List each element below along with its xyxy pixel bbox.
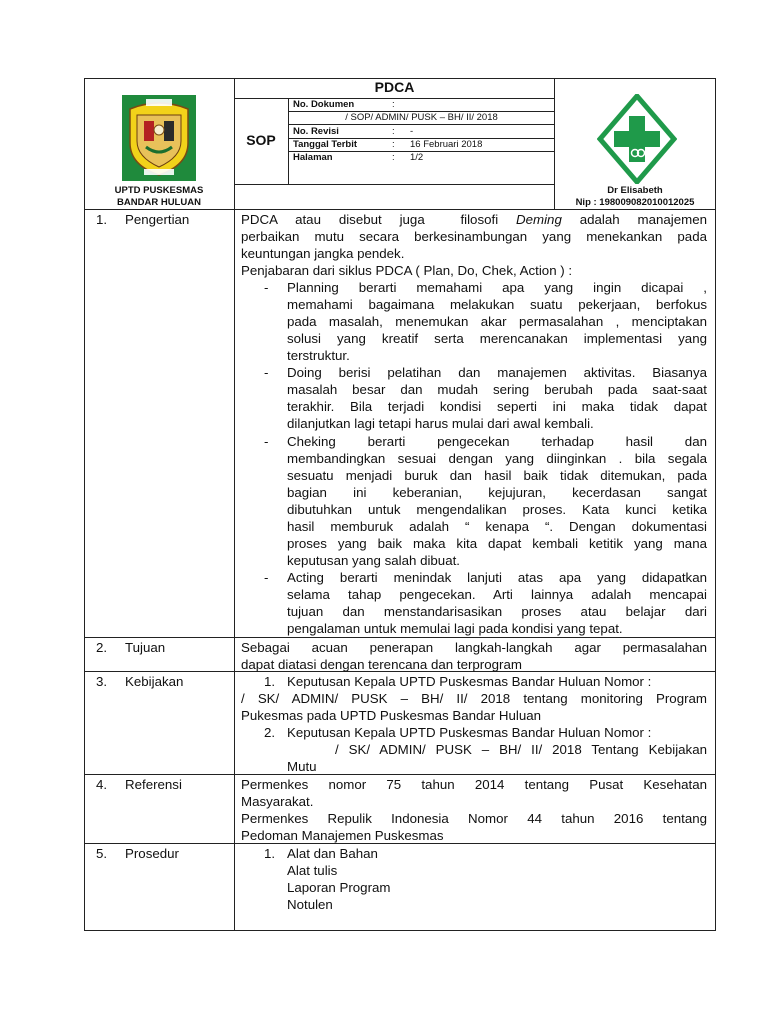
- field-sep: :: [392, 139, 395, 150]
- bullet-line: proses yang baik maka kita dapat kembali ketitik yang mana: [287, 536, 707, 551]
- body-line: Penjabaran dari siklus PDCA ( Plan, Do, Chek, Action ) :: [241, 263, 573, 278]
- list-subitem: Alat tulis: [287, 863, 338, 878]
- field-label-halaman: Halaman: [293, 152, 333, 163]
- list-subitem: Laporan Program: [287, 880, 391, 895]
- field-label-no-dokumen: No. Dokumen: [293, 99, 355, 110]
- bullet-line: pada masalah, menemukan akar permasalahan , menciptakan: [287, 314, 707, 329]
- body-line: Permenkes Repulik Indonesia Nomor 44 tahun 2016 tentang: [241, 811, 707, 826]
- field-sep: :: [392, 126, 395, 137]
- field-label-tanggal: Tanggal Terbit: [293, 139, 358, 150]
- section-number: 4.: [96, 777, 108, 792]
- bullet-line: Acting berarti menindak lanjuti atas apa yang didapatkan: [287, 570, 707, 585]
- section-number: 3.: [96, 674, 108, 689]
- document-title: PDCA: [374, 79, 415, 95]
- section-number: 2.: [96, 640, 108, 655]
- field-value-halaman: 1/2: [410, 152, 424, 163]
- signer-name: Dr Elisabeth: [607, 185, 663, 196]
- bullet-mark: -: [264, 365, 269, 380]
- bullet-line: Planning berarti memahami apa yang ingin dicapai ,: [287, 280, 707, 295]
- body-line: / SK/ ADMIN/ PUSK – BH/ II/ 2018 tentang monitoring Program: [241, 691, 707, 706]
- bullet-mark: -: [264, 280, 269, 295]
- bullet-line: solusi yang kreatif serta merencanakan implementasi yang: [287, 331, 707, 346]
- bullet-mark: -: [264, 570, 269, 585]
- bullet-line: bagian ini keberanian, kejujuran, kecerdasan sangat: [287, 485, 707, 500]
- section-title-prosedur: Prosedur: [125, 846, 179, 861]
- body-line: / SK/ ADMIN/ PUSK – BH/ II/ 2018 Tentang Kebijakan: [335, 742, 707, 757]
- bullet-line: Cheking berarti pengecekan terhadap hasil dan: [287, 434, 707, 449]
- field-value-revisi: -: [410, 126, 414, 137]
- field-label-no-revisi: No. Revisi: [293, 126, 339, 137]
- bullet-line: membandingkan sesuai dengan yang diinginkan . bila segala: [287, 451, 707, 466]
- body-line: dapat diatasi dengan terencana dan terprogram: [241, 657, 522, 672]
- body-line: Pedoman Manajemen Puskesmas: [241, 828, 444, 843]
- bullet-line: terakhir. Bila terjadi kondisi seperti ini maka tidak dapat: [287, 399, 707, 414]
- org-name-line1: UPTD PUSKESMAS: [114, 185, 204, 196]
- bullet-mark: -: [264, 434, 269, 449]
- bullet-line: hasil memburuk adalah “ kenapa “. Dengan dokumentasi: [287, 519, 707, 534]
- section-title-tujuan: Tujuan: [125, 640, 166, 655]
- body-line: Keputusan Kepala UPTD Puskesmas Bandar Huluan Nomor :: [287, 725, 652, 740]
- section-title-kebijakan: Kebijakan: [125, 674, 184, 689]
- section-number: 1.: [96, 212, 108, 227]
- bullet-line: pengalaman untuk memulai lagi pada kondisi yang tepat.: [287, 621, 623, 636]
- list-item-title: Alat dan Bahan: [287, 846, 378, 861]
- bullet-line: tujuan dan menstandarisasikan proses atau belajar dari: [287, 604, 707, 619]
- bullet-line: keputusan yang salah dibuat.: [287, 553, 460, 568]
- section-number: 5.: [96, 846, 108, 861]
- field-value-tanggal: 16 Februari 2018: [410, 139, 483, 150]
- body-line: Keputusan Kepala UPTD Puskesmas Bandar Huluan Nomor :: [287, 674, 652, 689]
- bullet-line: memahami bagaimana melakukan suatu pekerjaan, berfokus: [287, 297, 707, 312]
- body-line: Permenkes nomor 75 tahun 2014 tentang Pusat Kesehatan: [241, 777, 707, 792]
- list-number: 1.: [264, 846, 276, 861]
- bullet-line: dilanjutkan lagi tetapi harus mulai dari awal kembali.: [287, 416, 594, 431]
- bullet-line: dibutuhkan untuk mengendalikan proses. Kata kunci ketika: [287, 502, 707, 517]
- bullet-line: terstruktur.: [287, 348, 350, 363]
- body-line: Mutu: [287, 759, 317, 774]
- signer-nip: Nip : 198009082010012025: [575, 197, 695, 208]
- body-line: Sebagai acuan penerapan langkah-langkah agar permasalahan: [241, 640, 707, 655]
- sop-label: SOP: [246, 132, 276, 148]
- body-line: Pukesmas pada UPTD Puskesmas Bandar Huluan: [241, 708, 542, 723]
- org-name-line2: BANDAR HULUAN: [117, 197, 201, 208]
- list-number: 1.: [264, 674, 276, 689]
- section-title-referensi: Referensi: [125, 777, 182, 792]
- list-subitem: Notulen: [287, 897, 333, 912]
- body-line: keuntungan jangka pendek.: [241, 246, 405, 261]
- field-sep: :: [392, 152, 395, 163]
- body-line: PDCA atau disebut juga filosofi Deming adalah manajemen: [241, 212, 708, 227]
- field-value-doc-number: / SOP/ ADMIN/ PUSK – BH/ II/ 2018: [345, 112, 498, 123]
- bullet-line: selama tahap pengecekan. Arti lainnya adalah mencapai: [287, 587, 707, 602]
- health-cross-logo: [597, 94, 677, 184]
- body-line: perbaikan mutu secara berkesinambungan yang menekankan pada: [241, 229, 707, 244]
- body-line: Masyarakat.: [241, 794, 314, 809]
- puskesmas-logo: [122, 95, 196, 181]
- bullet-line: Doing berisi pelatihan dan manajemen aktivitas. Biasanya: [287, 365, 707, 380]
- bullet-line: sesuatu menjadi buruk dan hasil baik tidak ditemukan, pada: [287, 468, 707, 483]
- list-number: 2.: [264, 725, 276, 740]
- bullet-line: masalah besar dan mudah sering berubah pada saat-saat: [287, 382, 707, 397]
- section-title-pengertian: Pengertian: [125, 212, 190, 227]
- field-sep: :: [392, 99, 395, 110]
